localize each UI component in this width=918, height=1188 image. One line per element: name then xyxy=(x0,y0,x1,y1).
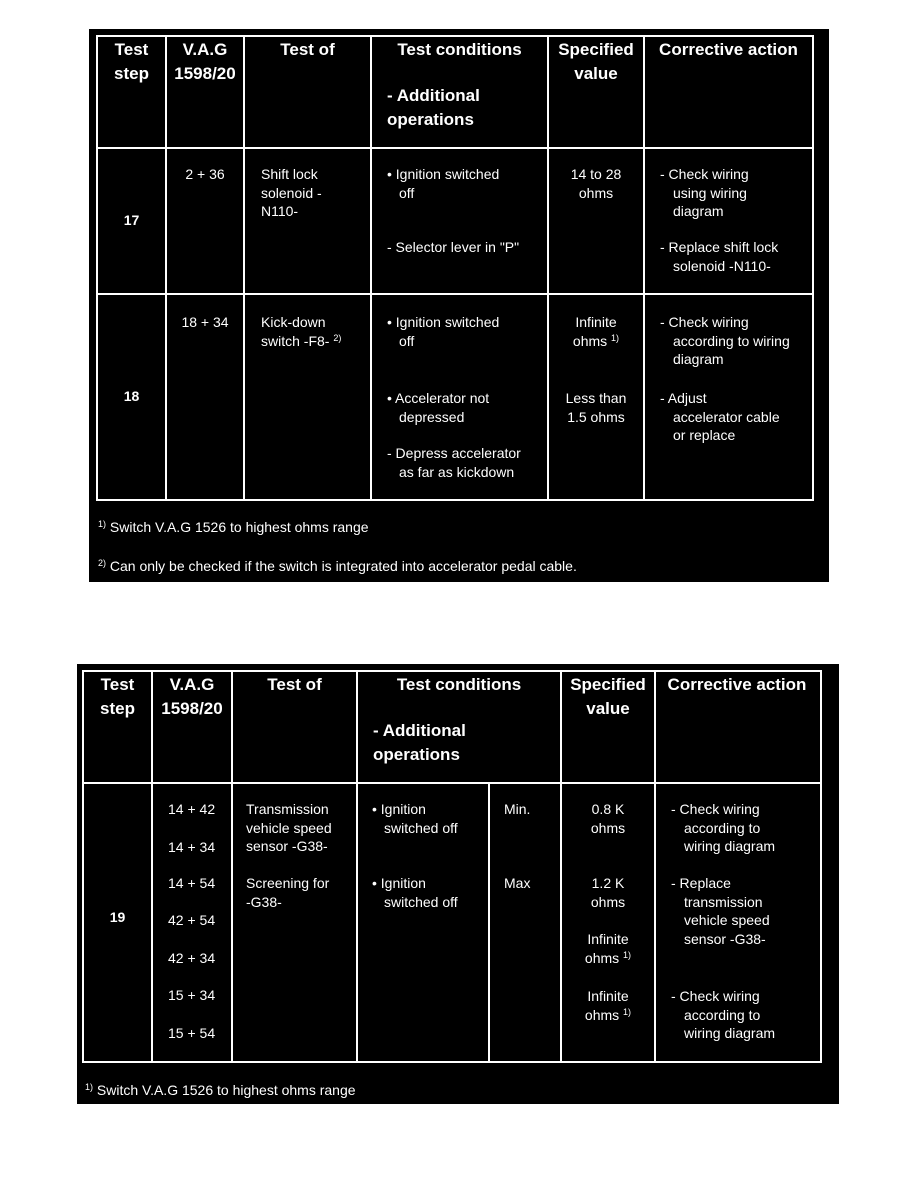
column-divider xyxy=(547,37,549,499)
row-19-specified-value-3: Infinite ohms $^{1)}$ xyxy=(584,931,632,966)
row-divider xyxy=(98,147,812,149)
header-test-step: Test step xyxy=(100,675,135,718)
row-17-test-of: Shift lock solenoid - N110- xyxy=(261,166,322,219)
row-17-vag: 2 + 36 xyxy=(185,166,225,182)
footnote-1: $^{1)}$ Switch V.A.G 1526 to highest ohms range xyxy=(85,1082,356,1098)
row-19-vag-list xyxy=(168,800,215,1043)
header-vag: V.A.G 1598/20 xyxy=(161,675,223,718)
row-18-condition-2: • Accelerator not depressed xyxy=(387,390,490,425)
row-17-specified-value: 14 to 28 ohms xyxy=(570,166,622,201)
vag-pin-pair: 14 + 42 xyxy=(168,801,216,817)
test-table-panel-2 xyxy=(77,664,839,1104)
row-19-min-label: Min. xyxy=(504,801,531,817)
row-19-corrective-2: - Replace transmission vehicle speed sensor -G38- xyxy=(671,875,770,947)
vag-pin-pair: 15 + 54 xyxy=(168,1025,216,1041)
row-divider xyxy=(84,782,820,784)
test-table-1 xyxy=(96,35,814,501)
row-17-step: 17 xyxy=(123,212,140,228)
row-19-corrective-1: - Check wiring according to wiring diagram xyxy=(671,801,776,854)
row-17-condition-1: • Ignition switched off xyxy=(387,166,500,201)
header-additional-operations: - Additional operations xyxy=(373,721,466,764)
column-divider xyxy=(151,672,153,1061)
row-19-specified-value-2: 1.2 K ohms xyxy=(590,875,626,910)
footnote-mark: 1) xyxy=(623,949,632,960)
column-divider xyxy=(231,672,233,1061)
header-additional-operations: - Additional operations xyxy=(387,86,480,129)
vag-pin-pair: 15 + 34 xyxy=(168,986,216,1003)
header-test-conditions: Test conditions xyxy=(397,40,522,59)
row-19-specified-value-4: Infinite ohms $^{1)}$ xyxy=(584,988,632,1023)
row-divider xyxy=(98,293,812,295)
row-17-corrective-1: - Check wiring using wiring diagram xyxy=(660,166,749,219)
vag-pin-pair: 14 + 54 xyxy=(168,875,216,891)
column-divider xyxy=(488,782,490,1061)
column-divider xyxy=(643,37,645,499)
row-19-test-of-2: Screening for -G38- xyxy=(246,875,330,910)
header-test-conditions: Test conditions xyxy=(396,675,522,694)
row-19-step: 19 xyxy=(109,909,126,925)
test-table-panel-1 xyxy=(89,29,829,582)
footnote-1: $^{1)}$ Switch V.A.G 1526 to highest ohms range xyxy=(98,519,369,535)
header-corrective-action: Corrective action xyxy=(659,40,798,59)
vag-pin-pair: 42 + 34 xyxy=(168,950,216,966)
header-test-of: Test of xyxy=(280,40,335,59)
row-17-condition-2: - Selector lever in "P" xyxy=(387,239,520,255)
row-18-corrective-1: - Check wiring according to wiring diagram xyxy=(660,314,790,367)
row-17-corrective-2: - Replace shift lock solenoid -N110- xyxy=(660,239,779,274)
header-specified-value: Specified value xyxy=(558,40,634,83)
row-19-condition-2: • Ignition switched off xyxy=(372,875,458,910)
row-18-vag: 18 + 34 xyxy=(181,314,229,330)
row-19-corrective-3: - Check wiring according to wiring diagram xyxy=(671,988,776,1041)
header-corrective-action: Corrective action xyxy=(667,675,807,694)
footnote-mark: 1) xyxy=(611,332,620,343)
row-18-specified-value-1: Infinite ohms $^{1)}$ xyxy=(572,314,620,349)
vag-pin-pair: 42 + 54 xyxy=(168,911,216,928)
column-divider xyxy=(356,672,358,1061)
row-19-condition-1: • Ignition switched off xyxy=(372,801,458,836)
row-19-max-label: Max xyxy=(504,875,531,891)
row-18-step: 18 xyxy=(123,388,140,404)
row-19-test-of-1: Transmission vehicle speed sensor -G38- xyxy=(246,801,332,854)
row-18-condition-3: - Depress accelerator as far as kickdown xyxy=(387,445,521,480)
row-18-condition-1: • Ignition switched off xyxy=(387,314,500,349)
footnote-2: $^{2)}$ Can only be checked if the switch is integrated into accelerator pedal cable. xyxy=(98,558,577,574)
vag-pin-pair: 14 + 34 xyxy=(168,838,216,855)
column-divider xyxy=(243,37,245,499)
row-18-corrective-2: - Adjust accelerator cable or replace xyxy=(660,390,780,443)
header-vag: V.A.G 1598/20 xyxy=(174,40,236,83)
footnote-mark: 1) xyxy=(623,1006,632,1017)
header-specified-value: Specified value xyxy=(570,675,646,718)
header-test-of: Test of xyxy=(267,675,322,694)
header-test-step: Test step xyxy=(114,40,149,83)
column-divider xyxy=(165,37,167,499)
footnote-mark: 2) xyxy=(333,332,342,343)
row-18-test-of: Kick-down switch -F8- $^{2)}$ xyxy=(261,314,342,349)
row-19-specified-value-1: 0.8 K ohms xyxy=(590,801,626,836)
column-divider xyxy=(654,672,656,1061)
column-divider xyxy=(370,37,372,499)
row-18-specified-value-2: Less than 1.5 ohms xyxy=(565,390,627,425)
test-table-2 xyxy=(82,670,822,1063)
